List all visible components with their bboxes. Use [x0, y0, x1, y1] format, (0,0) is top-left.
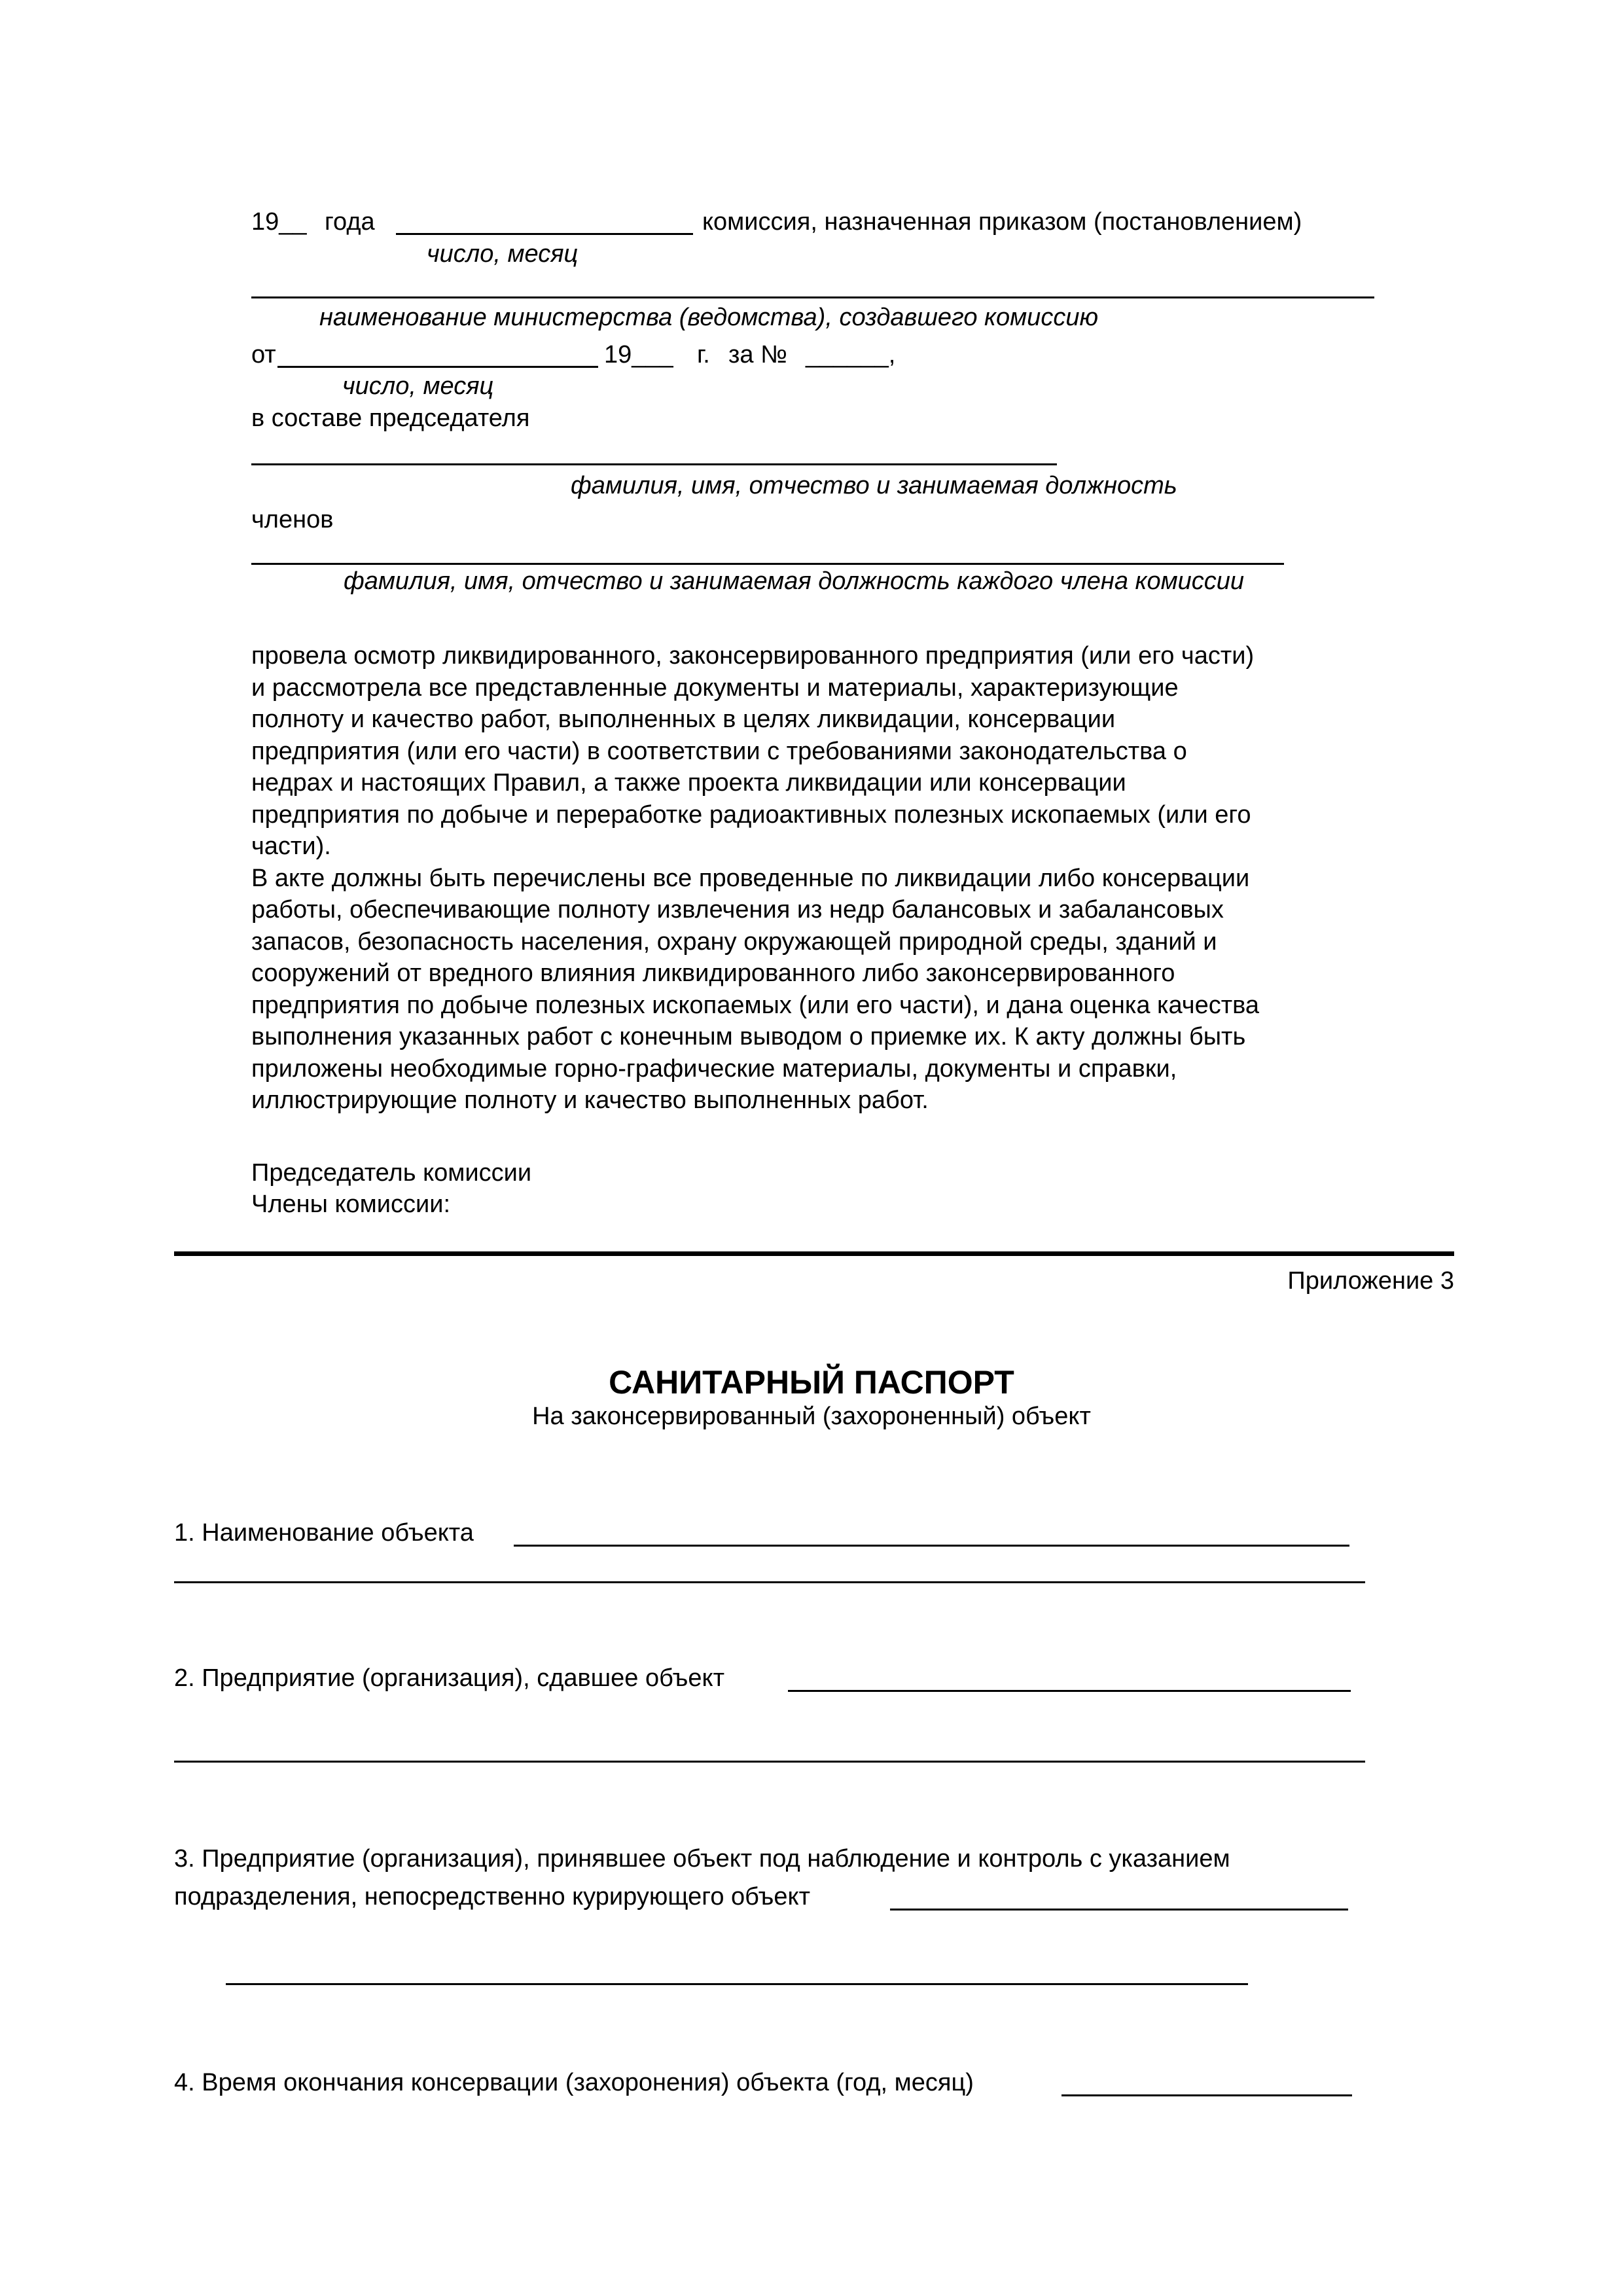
chairman-line[interactable]: [251, 463, 1057, 465]
ministry-line[interactable]: [251, 296, 1374, 298]
year-word: года: [325, 208, 375, 236]
item-1-line-a[interactable]: [514, 1545, 1349, 1547]
hint-date-2: число, месяц: [342, 372, 494, 400]
order-year: 19___: [604, 341, 673, 368]
item-2-line-b[interactable]: [174, 1761, 1365, 1763]
signature-chairman: Председатель комиссии: [251, 1159, 532, 1187]
item-4-label: 4. Время окончания консервации (захоронения) объекта (год, месяц): [174, 2069, 974, 2096]
order-number-blank[interactable]: ______,: [806, 341, 896, 368]
order-g: г.: [697, 341, 710, 368]
act-body-paragraph: провела осмотр ликвидированного, законсервированного предприятия (или его части) и рассмотрела все представленные документы и материалы, характеризующие полноту и качество работ, выполненных в целях ликвидации, консервации предприятия (или его части) в соответствии с требованиями законодательства о недрах и настоящих Правил, а также проекта ликвидации или консервации предприятия по добыче и переработке радиоактивных полезных ископаемых (или его части). В акте должны быть перечислены все проведенные по ликвидации либо консервации работы, обеспечивающие полноту извлечения из недр балансовых и забалансовых запасов, безопасность населения, охрану окружающей природной среды, зданий и сооружений от вредного влияния ликвидированного либо законсервированного предприятия по добыче полезных ископаемых (или его части), и дана оценка качества выполнения указанных работ с конечным выводом о приемке их. К акту должны быть приложены необходимые горно-графические материалы, документы и справки, иллюстрирующие полноту и качество выполненных работ.: [251, 642, 1260, 1114]
passport-subtitle: На законсервированный (захороненный) объект: [532, 1403, 1091, 1430]
item-2-label: 2. Предприятие (организация), сдавшее объект: [174, 1664, 724, 1692]
passport-title: САНИТАРНЫЙ ПАСПОРТ: [609, 1364, 1014, 1401]
signature-members: Члены комиссии:: [251, 1191, 451, 1218]
hint-members: фамилия, имя, отчество и занимаемая должность каждого члена комиссии: [344, 567, 1245, 595]
members-label: членов: [251, 506, 334, 533]
item-1-line-b[interactable]: [174, 1581, 1365, 1583]
item-2-line-a[interactable]: [788, 1690, 1351, 1692]
item-3-line-b[interactable]: [226, 1983, 1248, 1985]
commission-text: комиссия, назначенная приказом (постановлением): [702, 208, 1302, 236]
date-line-2[interactable]: [277, 366, 598, 368]
order-number-label: за №: [728, 341, 787, 368]
item-3-label: 3. Предприятие (организация), принявшее объект под наблюдение и контроль с указанием: [174, 1845, 1230, 1873]
hint-chairman: фамилия, имя, отчество и занимаемая должность: [571, 472, 1177, 499]
item-4-line[interactable]: [1061, 2094, 1352, 2096]
from-label: от: [251, 341, 276, 368]
hint-date-1: число, месяц: [427, 240, 579, 268]
chairman-label: в составе председателя: [251, 404, 530, 432]
members-line[interactable]: [251, 563, 1284, 565]
item-3-line-a[interactable]: [890, 1909, 1348, 1910]
appendix-label: Приложение 3: [1287, 1267, 1454, 1295]
item-3-label-cont: подразделения, непосредственно курирующего объект: [174, 1883, 810, 1910]
date-line-1[interactable]: [396, 233, 693, 235]
section-divider: [174, 1251, 1454, 1256]
item-1-label: 1. Наименование объекта: [174, 1519, 474, 1547]
year-prefix: 19__: [251, 208, 307, 236]
hint-ministry: наименование министерства (ведомства), создавшего комиссию: [319, 304, 1099, 331]
